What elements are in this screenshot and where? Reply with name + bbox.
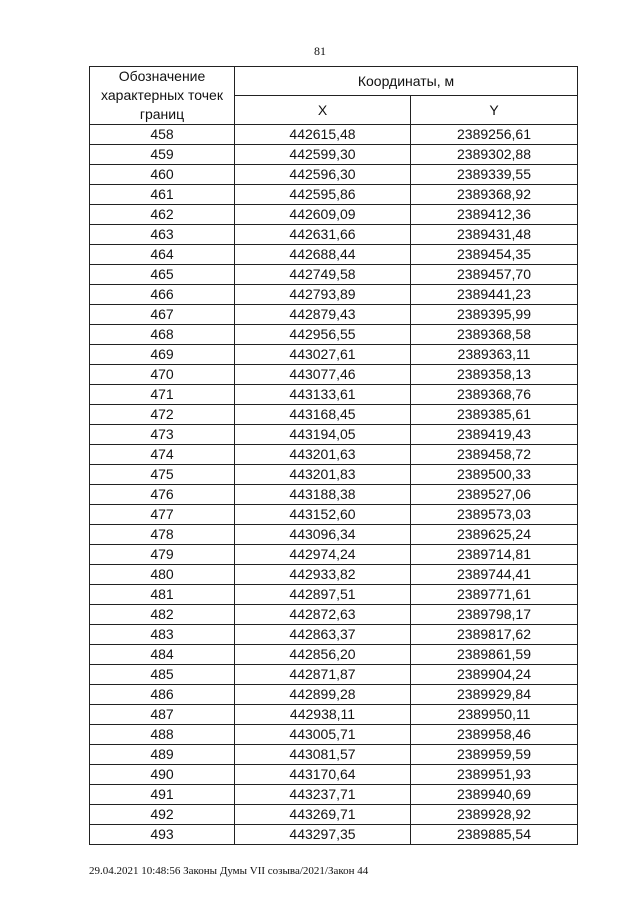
y-coordinate: 2389798,17 xyxy=(411,605,578,625)
point-number: 462 xyxy=(90,205,235,225)
point-number: 458 xyxy=(90,125,235,145)
point-number: 475 xyxy=(90,465,235,485)
point-number: 478 xyxy=(90,525,235,545)
y-coordinate: 2389368,76 xyxy=(411,385,578,405)
table-row xyxy=(90,385,578,405)
point-number: 469 xyxy=(90,345,235,365)
coordinates-table xyxy=(89,66,578,845)
y-coordinate: 2389714,81 xyxy=(411,545,578,565)
header-designation: Обозначение характерных точек границ xyxy=(90,67,235,125)
point-number: 483 xyxy=(90,625,235,645)
table-row xyxy=(90,445,578,465)
table-row xyxy=(90,165,578,185)
table-row xyxy=(90,645,578,665)
table-row xyxy=(90,585,578,605)
point-number: 465 xyxy=(90,265,235,285)
y-coordinate: 2389385,61 xyxy=(411,405,578,425)
table-row xyxy=(90,345,578,365)
x-coordinate: 442749,58 xyxy=(235,265,411,285)
table-row xyxy=(90,745,578,765)
table-row xyxy=(90,605,578,625)
point-number: 490 xyxy=(90,765,235,785)
x-coordinate: 442938,11 xyxy=(235,705,411,725)
point-number: 484 xyxy=(90,645,235,665)
y-coordinate: 2389256,61 xyxy=(411,125,578,145)
table-row xyxy=(90,665,578,685)
point-number: 486 xyxy=(90,685,235,705)
y-coordinate: 2389500,33 xyxy=(411,465,578,485)
header-coordinates: Координаты, м xyxy=(235,67,578,96)
table-row xyxy=(90,365,578,385)
point-number: 460 xyxy=(90,165,235,185)
table-row xyxy=(90,265,578,285)
point-number: 481 xyxy=(90,585,235,605)
x-coordinate: 442872,63 xyxy=(235,605,411,625)
point-number: 489 xyxy=(90,745,235,765)
table-row xyxy=(90,805,578,825)
table-row xyxy=(90,405,578,425)
point-number: 476 xyxy=(90,485,235,505)
x-coordinate: 442956,55 xyxy=(235,325,411,345)
point-number: 473 xyxy=(90,425,235,445)
x-coordinate: 442688,44 xyxy=(235,245,411,265)
table-row xyxy=(90,145,578,165)
y-coordinate: 2389458,72 xyxy=(411,445,578,465)
x-coordinate: 443027,61 xyxy=(235,345,411,365)
point-number: 493 xyxy=(90,825,235,845)
y-coordinate: 2389958,46 xyxy=(411,725,578,745)
x-coordinate: 442856,20 xyxy=(235,645,411,665)
y-coordinate: 2389412,36 xyxy=(411,205,578,225)
x-coordinate: 442615,48 xyxy=(235,125,411,145)
y-coordinate: 2389771,61 xyxy=(411,585,578,605)
x-coordinate: 442863,37 xyxy=(235,625,411,645)
y-coordinate: 2389928,92 xyxy=(411,805,578,825)
x-coordinate: 443168,45 xyxy=(235,405,411,425)
x-coordinate: 443005,71 xyxy=(235,725,411,745)
y-coordinate: 2389419,43 xyxy=(411,425,578,445)
y-coordinate: 2389454,35 xyxy=(411,245,578,265)
y-coordinate: 2389339,55 xyxy=(411,165,578,185)
table-row xyxy=(90,205,578,225)
y-coordinate: 2389959,59 xyxy=(411,745,578,765)
y-coordinate: 2389431,48 xyxy=(411,225,578,245)
point-number: 459 xyxy=(90,145,235,165)
footer-stamp: 29.04.2021 10:48:56 Законы Думы VII созыва/2021/Закон 44 xyxy=(89,865,369,877)
x-coordinate: 442595,86 xyxy=(235,185,411,205)
point-number: 461 xyxy=(90,185,235,205)
table-row xyxy=(90,485,578,505)
table-row xyxy=(90,325,578,345)
table-row xyxy=(90,825,578,845)
x-coordinate: 443152,60 xyxy=(235,505,411,525)
y-coordinate: 2389368,92 xyxy=(411,185,578,205)
table-row xyxy=(90,545,578,565)
table-body xyxy=(90,125,578,845)
table-row xyxy=(90,565,578,585)
table-row xyxy=(90,245,578,265)
point-number: 487 xyxy=(90,705,235,725)
x-coordinate: 443170,64 xyxy=(235,765,411,785)
y-coordinate: 2389950,11 xyxy=(411,705,578,725)
x-coordinate: 442871,87 xyxy=(235,665,411,685)
y-coordinate: 2389904,24 xyxy=(411,665,578,685)
point-number: 491 xyxy=(90,785,235,805)
point-number: 477 xyxy=(90,505,235,525)
point-number: 468 xyxy=(90,325,235,345)
y-coordinate: 2389744,41 xyxy=(411,565,578,585)
table-row xyxy=(90,785,578,805)
x-coordinate: 443133,61 xyxy=(235,385,411,405)
y-coordinate: 2389951,93 xyxy=(411,765,578,785)
y-coordinate: 2389885,54 xyxy=(411,825,578,845)
point-number: 480 xyxy=(90,565,235,585)
table-row xyxy=(90,525,578,545)
header-y: Y xyxy=(411,96,578,125)
x-coordinate: 443077,46 xyxy=(235,365,411,385)
point-number: 479 xyxy=(90,545,235,565)
table-row xyxy=(90,125,578,145)
y-coordinate: 2389441,23 xyxy=(411,285,578,305)
x-coordinate: 443237,71 xyxy=(235,785,411,805)
point-number: 463 xyxy=(90,225,235,245)
table-row xyxy=(90,285,578,305)
x-coordinate: 443201,63 xyxy=(235,445,411,465)
y-coordinate: 2389368,58 xyxy=(411,325,578,345)
table-row xyxy=(90,505,578,525)
point-number: 464 xyxy=(90,245,235,265)
x-coordinate: 442631,66 xyxy=(235,225,411,245)
x-coordinate: 443096,34 xyxy=(235,525,411,545)
x-coordinate: 442974,24 xyxy=(235,545,411,565)
x-coordinate: 442899,28 xyxy=(235,685,411,705)
x-coordinate: 442897,51 xyxy=(235,585,411,605)
table-row xyxy=(90,705,578,725)
y-coordinate: 2389625,24 xyxy=(411,525,578,545)
point-number: 482 xyxy=(90,605,235,625)
y-coordinate: 2389527,06 xyxy=(411,485,578,505)
point-number: 466 xyxy=(90,285,235,305)
table-row xyxy=(90,725,578,745)
y-coordinate: 2389358,13 xyxy=(411,365,578,385)
x-coordinate: 442933,82 xyxy=(235,565,411,585)
header-x: X xyxy=(235,96,411,125)
x-coordinate: 443269,71 xyxy=(235,805,411,825)
table-row xyxy=(90,425,578,445)
x-coordinate: 443081,57 xyxy=(235,745,411,765)
y-coordinate: 2389395,99 xyxy=(411,305,578,325)
point-number: 472 xyxy=(90,405,235,425)
point-number: 471 xyxy=(90,385,235,405)
x-coordinate: 442793,89 xyxy=(235,285,411,305)
y-coordinate: 2389363,11 xyxy=(411,345,578,365)
y-coordinate: 2389457,70 xyxy=(411,265,578,285)
x-coordinate: 443188,38 xyxy=(235,485,411,505)
table-header xyxy=(90,67,578,125)
table-row xyxy=(90,765,578,785)
point-number: 488 xyxy=(90,725,235,745)
table-row xyxy=(90,305,578,325)
point-number: 485 xyxy=(90,665,235,685)
x-coordinate: 443201,83 xyxy=(235,465,411,485)
y-coordinate: 2389817,62 xyxy=(411,625,578,645)
y-coordinate: 2389929,84 xyxy=(411,685,578,705)
y-coordinate: 2389940,69 xyxy=(411,785,578,805)
table-row xyxy=(90,465,578,485)
table-row xyxy=(90,185,578,205)
table-row xyxy=(90,685,578,705)
page-number: 81 xyxy=(314,44,326,58)
point-number: 470 xyxy=(90,365,235,385)
x-coordinate: 442609,09 xyxy=(235,205,411,225)
point-number: 474 xyxy=(90,445,235,465)
table-row xyxy=(90,225,578,245)
x-coordinate: 443297,35 xyxy=(235,825,411,845)
point-number: 492 xyxy=(90,805,235,825)
x-coordinate: 442879,43 xyxy=(235,305,411,325)
point-number: 467 xyxy=(90,305,235,325)
x-coordinate: 442599,30 xyxy=(235,145,411,165)
y-coordinate: 2389302,88 xyxy=(411,145,578,165)
y-coordinate: 2389573,03 xyxy=(411,505,578,525)
x-coordinate: 443194,05 xyxy=(235,425,411,445)
table-row xyxy=(90,625,578,645)
x-coordinate: 442596,30 xyxy=(235,165,411,185)
y-coordinate: 2389861,59 xyxy=(411,645,578,665)
